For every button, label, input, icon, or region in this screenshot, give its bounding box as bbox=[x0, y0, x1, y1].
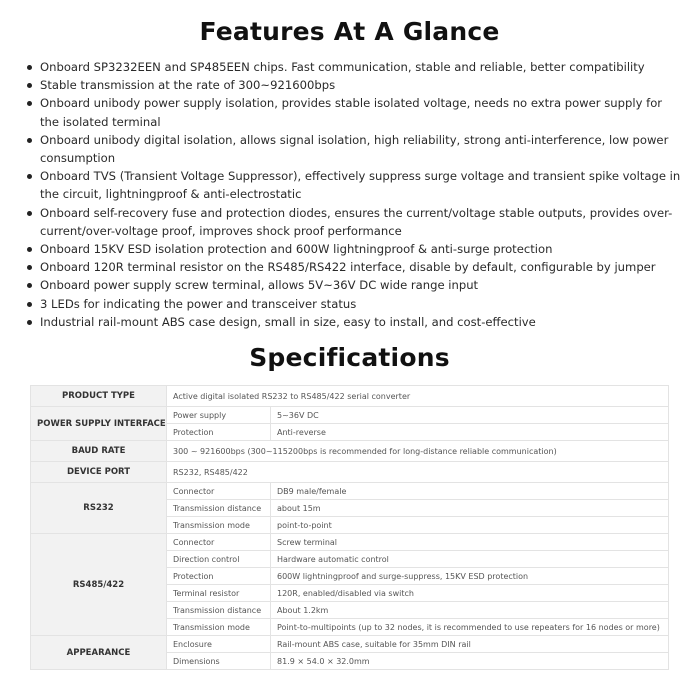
table-row bbox=[31, 483, 669, 500]
spec-header-appearance: APPEARANCE bbox=[31, 636, 167, 670]
feature-item: Onboard SP3232EEN and SP485EEN chips. Fast communication, stable and reliable, better compatibility bbox=[24, 58, 684, 76]
feature-item: Onboard self-recovery fuse and protection diodes, ensures the current/voltage stable outputs, provides over-current/over-voltage proof, improves shock proof performance bbox=[24, 204, 684, 240]
spec-header-power-supply: POWER SUPPLY INTERFACE bbox=[31, 407, 167, 441]
spec-header-rs232: RS232 bbox=[31, 483, 167, 534]
features-title: Features At A Glance bbox=[199, 17, 500, 46]
table-row bbox=[31, 407, 669, 424]
spec-value: 300 ~ 921600bps (300~115200bps is recommended for long-distance reliable communication) bbox=[167, 441, 669, 462]
feature-item: Onboard unibody digital isolation, allows signal isolation, high reliability, strong anti-interference, low power consumption bbox=[24, 131, 684, 167]
spec-label: Transmission mode bbox=[167, 619, 271, 636]
spec-label: Terminal resistor bbox=[167, 585, 271, 602]
spec-label: Power supply bbox=[167, 407, 271, 424]
spec-label: Connector bbox=[167, 483, 271, 500]
spec-value: Screw terminal bbox=[271, 534, 669, 551]
specifications-title: Specifications bbox=[249, 343, 450, 372]
spec-value: about 15m bbox=[271, 500, 669, 517]
spec-value: 81.9 × 54.0 × 32.0mm bbox=[271, 653, 669, 670]
specifications-table bbox=[30, 385, 669, 670]
table-row bbox=[31, 534, 669, 551]
table-row bbox=[31, 636, 669, 653]
spec-label: Connector bbox=[167, 534, 271, 551]
table-row bbox=[31, 462, 669, 483]
spec-value: 600W lightningproof and surge-suppress, 15KV ESD protection bbox=[271, 568, 669, 585]
spec-label: Transmission mode bbox=[167, 517, 271, 534]
table-row bbox=[31, 441, 669, 462]
spec-value: 5~36V DC bbox=[271, 407, 669, 424]
spec-value: DB9 male/female bbox=[271, 483, 669, 500]
spec-value: Rail-mount ABS case, suitable for 35mm DIN rail bbox=[271, 636, 669, 653]
spec-label: Protection bbox=[167, 568, 271, 585]
spec-label: Transmission distance bbox=[167, 500, 271, 517]
spec-value: 120R, enabled/disabled via switch bbox=[271, 585, 669, 602]
spec-label: Enclosure bbox=[167, 636, 271, 653]
spec-value: RS232, RS485/422 bbox=[167, 462, 669, 483]
spec-header-product-type: PRODUCT TYPE bbox=[31, 386, 167, 407]
spec-value: Hardware automatic control bbox=[271, 551, 669, 568]
feature-item: 3 LEDs for indicating the power and transceiver status bbox=[24, 295, 684, 313]
feature-item: Onboard TVS (Transient Voltage Suppressor), effectively suppress surge voltage and transient spike voltage in the circuit, lightningproof & anti-electrostatic bbox=[24, 167, 684, 203]
spec-value: About 1.2km bbox=[271, 602, 669, 619]
spec-value: point-to-point bbox=[271, 517, 669, 534]
spec-label: Dimensions bbox=[167, 653, 271, 670]
features-list bbox=[24, 58, 684, 331]
spec-value: Active digital isolated RS232 to RS485/422 serial converter bbox=[167, 386, 669, 407]
table-row bbox=[31, 386, 669, 407]
feature-item: Onboard power supply screw terminal, allows 5V~36V DC wide range input bbox=[24, 276, 684, 294]
spec-value: Point-to-multipoints (up to 32 nodes, it is recommended to use repeaters for 16 nodes or more) bbox=[271, 619, 669, 636]
spec-header-device-port: DEVICE PORT bbox=[31, 462, 167, 483]
spec-header-baud-rate: BAUD RATE bbox=[31, 441, 167, 462]
feature-item: Industrial rail-mount ABS case design, small in size, easy to install, and cost-effective bbox=[24, 313, 684, 331]
spec-label: Protection bbox=[167, 424, 271, 441]
spec-label: Transmission distance bbox=[167, 602, 271, 619]
spec-value: Anti-reverse bbox=[271, 424, 669, 441]
feature-item: Onboard 120R terminal resistor on the RS485/RS422 interface, disable by default, configurable by jumper bbox=[24, 258, 684, 276]
spec-header-rs485: RS485/422 bbox=[31, 534, 167, 636]
feature-item: Stable transmission at the rate of 300~921600bps bbox=[24, 76, 684, 94]
spec-label: Direction control bbox=[167, 551, 271, 568]
feature-item: Onboard unibody power supply isolation, provides stable isolated voltage, needs no extra power supply for the isolated terminal bbox=[24, 94, 684, 130]
feature-item: Onboard 15KV ESD isolation protection and 600W lightningproof & anti-surge protection bbox=[24, 240, 684, 258]
